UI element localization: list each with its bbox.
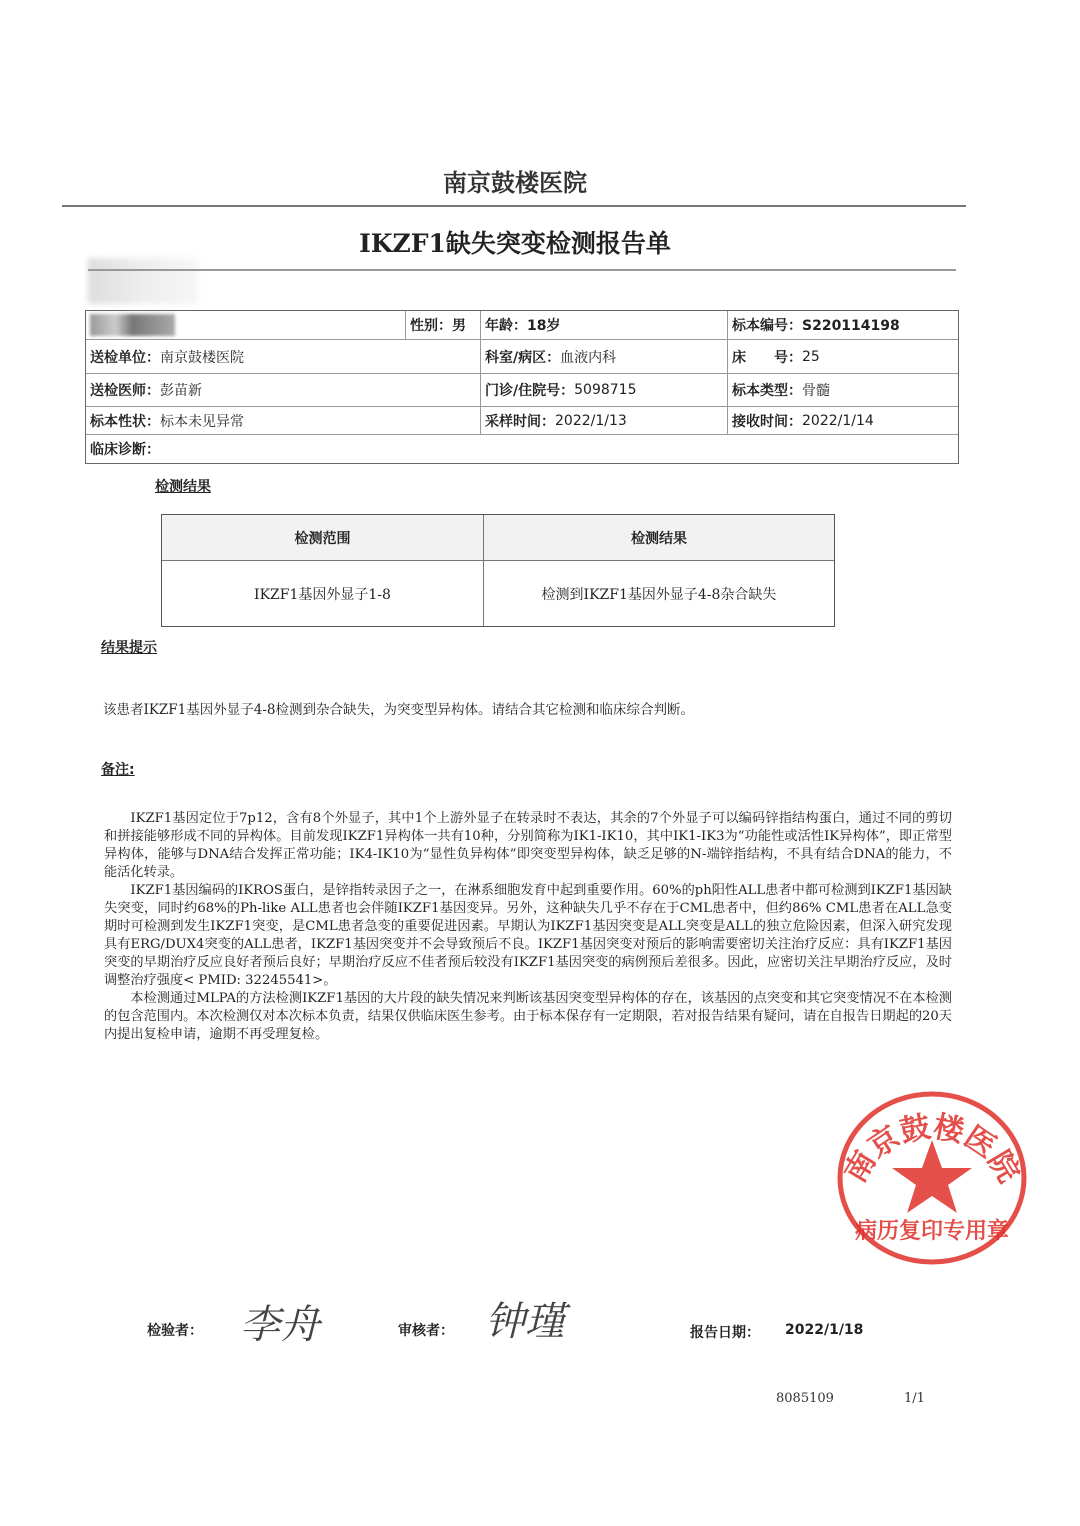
patient-id: 5098715 (574, 382, 637, 398)
star-icon (892, 1140, 972, 1213)
bed-label: 床 号： (732, 349, 802, 366)
bed: 25 (802, 348, 820, 365)
page-number: 1/1 (904, 1391, 925, 1406)
hint-heading: 结果提示 (101, 640, 157, 656)
redacted-area (88, 258, 198, 304)
diagnosis-label: 临床诊断： (90, 442, 160, 458)
age: 年龄：18岁 (485, 318, 561, 334)
notes-paragraph: IKZF1基因定位于7p12，含有8个外显子，其中1个上游外显子在转录时不表达，其余的7个外显子可以编码锌指结构蛋白，通过不同的剪切和拼接能够形成不同的异构体。目前发现IKZF1异构体一共有10种，分别简称为IK1-IK10，其中IK1-IK3为“功能性或活性IK异构体”，即正常型异构体，能够与DNA结合发挥正常功能；IK4-IK10为“显性负异构体”即突变型异构体，缺乏足够的N-端锌指结构，不具有结合DNA的能力，不能活化转录。 (104, 811, 952, 880)
specimen-state-label: 标本性状： (90, 413, 160, 430)
specimen-type-label: 标本类型： (732, 383, 802, 399)
unit: 南京鼓楼医院 (160, 349, 244, 366)
sample-time: 2022/1/13 (555, 412, 627, 429)
patient-info-table (85, 310, 959, 464)
col-header-range: 检测范围 (162, 515, 484, 561)
results-table (161, 514, 835, 627)
receive-time: 2022/1/14 (802, 412, 874, 429)
receive-time-label: 接收时间： (732, 413, 802, 430)
specimen-type: 骨髓 (802, 383, 830, 399)
notes-paragraph: 本检测通过MLPA的方法检测IKZF1基因的大片段的缺失情况来判断该基因突变型异构体的存在，该基因的点突变和其它突变情况不在本检测的包含范围内。本次检测仅对本次标本负责，结果仅供临床医生参考。由于标本保存有一定期限，若对报告结果有疑问，请在自报告日期起的20天内提出复检申请，逾期不再受理复检。 (104, 991, 952, 1042)
notes-paragraph: IKZF1基因编码的IKROS蛋白，是锌指转录因子之一，在淋系细胞发育中起到重要作用。60%的ph阳性ALL患者中都可检测到IKZF1基因缺失突变，同时约68%的Ph-like ALL患者也会伴随IKZF1基因变异。另外，这种缺失几乎不存在于CML患者中，但约86% CML患者在ALL急变期时可检测到发生IKZF1突变，是CML患者急变的重要促进因素。早期认为IKZF1基因突变是ALL突变是ALL的独立危险因素，但深入研究发现具有ERG/DUX4突变的ALL患者，IKZF1基因突变并不会导致预后不良。IKZF1基因突变对预后的影响需要密切关注治疗反应：具有IKZF1基因突变的早期治疗反应良好者预后良好；早期治疗反应不佳者预后较没有IKZF1基因突变的病例预后差很多。因此，应密切关注早期治疗反应，及时调整治疗强度< PMID: 32245541>。 (104, 883, 952, 988)
col-header-result: 检测结果 (484, 515, 834, 561)
results-heading: 检测结果 (155, 479, 211, 495)
report-title: IKZF1缺失突变检测报告单 (359, 229, 671, 258)
stamp-top-text: 南京鼓楼医院 (837, 1109, 1027, 1189)
dept: 血液内科 (560, 349, 617, 366)
report-date-label: 报告日期： (690, 1325, 760, 1341)
unit-label: 送检单位： (90, 349, 160, 366)
dept-label: 科室/病区： (485, 349, 561, 366)
hint-text: 该患者IKZF1基因外显子4-8检测到杂合缺失，为突变型异构体。请结合其它检测和临床综合判断。 (103, 702, 694, 718)
redacted-name (90, 314, 175, 336)
stamp-bottom-text: 病历复印专用章 (854, 1218, 1010, 1244)
specimen-number: 标本编号：S220114198 (732, 318, 900, 334)
patient-name (86, 311, 406, 339)
doctor-label: 送检医师： (90, 383, 160, 399)
specimen-state: 标本未见异常 (160, 413, 244, 430)
document-code: 8085109 (776, 1391, 834, 1406)
tester-label: 检验者： (147, 1323, 203, 1339)
reviewer-signature: 钟瑾 (485, 1299, 565, 1345)
patient-id-label: 门诊/住院号： (485, 383, 575, 399)
detection-range: IKZF1基因外显子1-8 (162, 561, 484, 626)
sample-time-label: 采样时间： (485, 413, 555, 430)
hospital-stamp (832, 1088, 1032, 1268)
notes-body (104, 810, 952, 1044)
hospital-name: 南京鼓楼医院 (443, 169, 587, 197)
tester-signature: 李舟 (240, 1302, 320, 1348)
report-date: 2022/1/18 (785, 1322, 864, 1338)
divider (88, 269, 956, 271)
divider (62, 205, 966, 207)
notes-heading: 备注: (101, 762, 135, 778)
gender: 性别：男 (410, 318, 466, 334)
reviewer-label: 审核者： (398, 1323, 454, 1339)
doctor: 彭苗新 (160, 383, 202, 399)
detection-result: 检测到IKZF1基因外显子4-8杂合缺失 (541, 586, 777, 603)
